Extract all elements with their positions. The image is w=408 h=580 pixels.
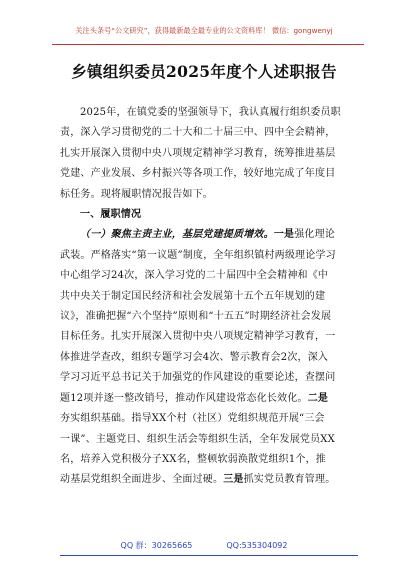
- paragraph-line: 夯实组织基础。指导XX个村（社区）党组织规范开展“三会: [60, 413, 325, 425]
- subsection-first-line: [60, 225, 358, 245]
- point-label: 一是: [273, 229, 295, 241]
- intro-line: 2025年，在镇党委的坚强领导下，我认真履行组织委员职: [80, 107, 341, 118]
- subsection-heading: （一）聚焦主责主业，基层党建提质增效。: [80, 229, 274, 241]
- document-title: 乡镇组织委员2025年度个人述职报告: [71, 62, 337, 81]
- paragraph-line: 目标任务。扎实开展深入贯彻中央八项规定精神学习教育，一: [60, 331, 336, 343]
- paragraph-text: 题12项并逐一整改销号，推动作风建设常态化长效化。: [60, 392, 308, 404]
- paragraph-text: 动基层党组织全面进步、全面过硬。: [60, 474, 224, 486]
- footer-divider: [60, 555, 358, 556]
- point-text: 抓实党员教育管理。: [243, 474, 336, 486]
- intro-line: 扎实开展深入贯彻中央八项规定精神学习教育，统筹推进基层: [60, 147, 336, 159]
- intro-line: 责，深入学习贯彻党的二十大和二十届三中、四中全会精神，: [60, 127, 336, 139]
- paragraph-line: 学习习近平总书记关于加强党的作风建设的重要论述，查摆问: [60, 372, 336, 384]
- header-promo-text: 关注头条号“公文研究”，获得最新最全最专业的公文资料库！ 微信：gongwenyj: [75, 26, 333, 35]
- paragraph-line: 一课”、主题党日、组织生活会等组织生活，全年发展党员XX: [60, 433, 335, 445]
- point-label: 二是: [307, 392, 329, 404]
- document-body: [60, 103, 358, 491]
- footer-contact: [0, 540, 408, 552]
- paragraph-line: 体推进学查改，组织专题学习会4次、警示教育会2次，深入: [60, 351, 329, 363]
- section-heading: 一、履职情况: [80, 209, 142, 221]
- intro-line: 党建、产业发展、乡村振兴等各项工作，较好地完成了年度目: [60, 168, 336, 180]
- point-text: 强化理论: [294, 229, 336, 241]
- paragraph-line: 名，培养入党积极分子XX名，整顿软弱涣散党组织1个，推: [60, 453, 327, 465]
- paragraph-line: 武装。严格落实“第一议题”制度，全年组织镇村两级理论学习: [60, 249, 336, 261]
- point-label: 三是: [223, 474, 244, 486]
- paragraph-line: [60, 470, 358, 490]
- paragraph-line: 中心组学习24次，深入学习党的二十届四中全会精神和《中: [60, 270, 329, 282]
- header-divider: [52, 44, 364, 45]
- footer-qq-group: QQ 群：30265665: [120, 541, 193, 550]
- paragraph-line: 共中央关于制定国民经济和社会发展第十五个五年规划的建: [60, 290, 326, 302]
- paragraph-line: 议》，准确把握“六个坚持”原则和“十五五”时期经济社会发展: [60, 311, 332, 323]
- footer-qq: QQ:535304092: [226, 541, 288, 550]
- paragraph-line: [60, 389, 358, 409]
- intro-line: 标任务。现将履职情况报告如下。: [60, 188, 213, 200]
